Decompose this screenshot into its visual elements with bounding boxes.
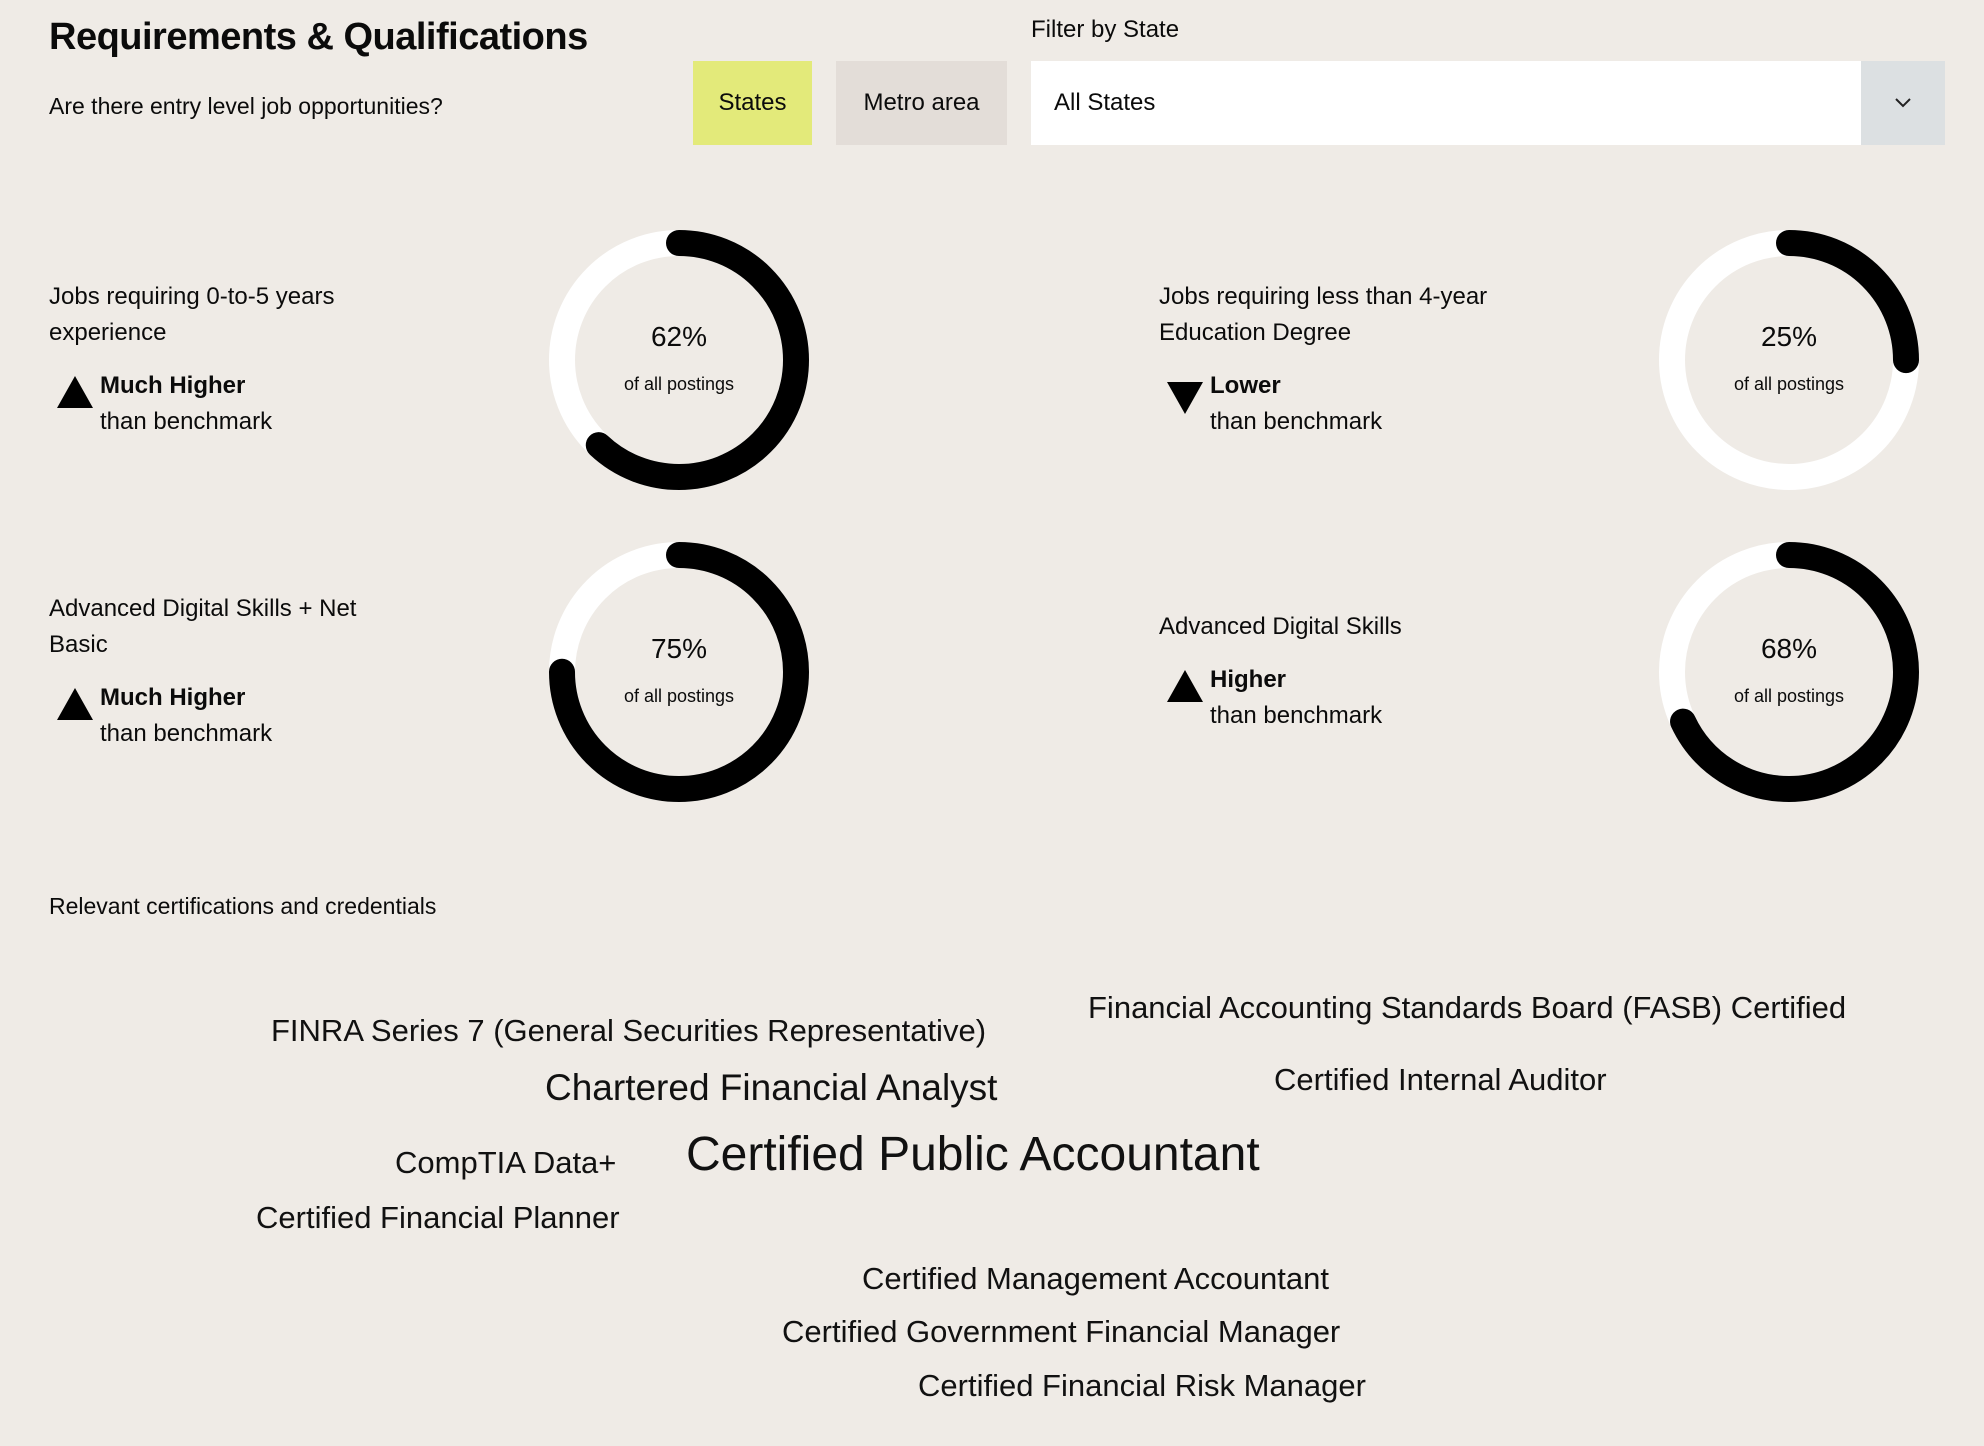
certification-item: Certified Financial Planner: [256, 1200, 620, 1235]
metric-label: Advanced Digital Skills + Net Basic: [49, 595, 357, 658]
certification-item: Certified Financial Risk Manager: [918, 1368, 1366, 1403]
certification-item: Chartered Financial Analyst: [545, 1067, 998, 1108]
certification-item: Certified Internal Auditor: [1274, 1062, 1607, 1097]
certification-item: FINRA Series 7 (General Securities Representative): [271, 1013, 987, 1048]
donut-chart: [548, 541, 810, 803]
trend-sub: than benchmark: [100, 408, 273, 435]
certification-item: Certified Management Accountant: [862, 1261, 1329, 1296]
certifications-heading: Relevant certifications and credentials: [49, 893, 437, 919]
certification-item: Certified Government Financial Manager: [782, 1314, 1341, 1349]
page-title: Requirements & Qualifications: [49, 16, 588, 58]
certification-item: CompTIA Data+: [395, 1145, 617, 1180]
trend-sub: than benchmark: [100, 720, 273, 747]
donut-caption: of all postings: [1733, 686, 1845, 706]
donut-caption: of all postings: [1733, 374, 1845, 394]
trend-label: Higher: [1210, 666, 1287, 693]
donut-caption: of all postings: [623, 374, 735, 394]
triangle-down-icon: [1165, 380, 1205, 416]
chevron-down-icon[interactable]: [1861, 61, 1945, 145]
donut-caption: of all postings: [623, 686, 735, 706]
trend-label: Much Higher: [100, 372, 246, 399]
donut-percent: 68%: [1760, 633, 1818, 664]
filter-label: Filter by State: [1031, 16, 1180, 43]
state-select-value: All States: [1054, 89, 1156, 116]
triangle-up-icon: [55, 374, 95, 410]
trend-label: Lower: [1210, 372, 1281, 399]
donut-chart: [1658, 229, 1920, 491]
triangle-up-icon: [55, 686, 95, 722]
donut-chart: [548, 229, 810, 491]
donut-percent: 62%: [650, 321, 708, 352]
states-toggle-button[interactable]: States: [693, 61, 812, 145]
metric-label: Advanced Digital Skills: [1159, 613, 1402, 640]
donut-percent: 25%: [1760, 321, 1818, 352]
certification-item: Financial Accounting Standards Board (FASB) Certified: [1088, 990, 1847, 1025]
page-subtitle: Are there entry level job opportunities?: [49, 93, 443, 119]
triangle-up-icon: [1165, 668, 1205, 704]
trend-sub: than benchmark: [1210, 702, 1383, 729]
metro-area-toggle-button[interactable]: Metro area: [836, 61, 1007, 145]
trend-label: Much Higher: [100, 684, 246, 711]
metric-label: Jobs requiring 0-to-5 years experience: [49, 283, 335, 346]
trend-sub: than benchmark: [1210, 408, 1383, 435]
metric-label: Jobs requiring less than 4-year Education Degree: [1159, 283, 1488, 346]
donut-chart: [1658, 541, 1920, 803]
certification-item: Certified Public Accountant: [686, 1128, 1260, 1181]
state-select[interactable]: [1031, 61, 1945, 145]
donut-percent: 75%: [650, 633, 708, 664]
